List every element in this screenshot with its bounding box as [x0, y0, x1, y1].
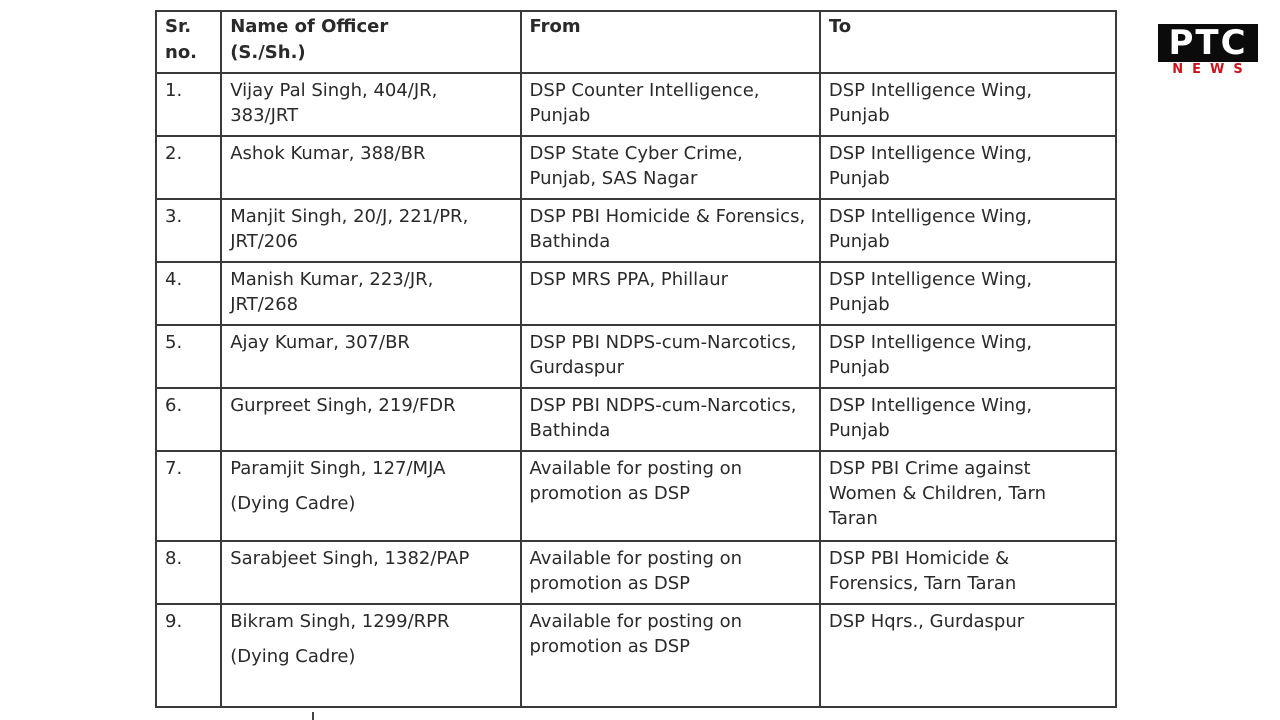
- cell-from: [521, 541, 820, 604]
- table-row: [156, 73, 1116, 136]
- cell-officer-name-line: Ashok Kumar, 388/BR: [230, 143, 426, 164]
- cadre-note: (Dying Cadre): [230, 646, 356, 667]
- cell-sr: [156, 451, 221, 541]
- cell-from: [521, 73, 820, 136]
- cell-from-line: promotion as DSP: [529, 483, 690, 504]
- cell-to-line: Punjab: [828, 357, 890, 378]
- header-from: [521, 11, 820, 73]
- logo-news-text: NEWS: [1172, 62, 1252, 77]
- cell-officer-name: [221, 451, 520, 541]
- cell-to-line: DSP Intelligence Wing,: [828, 143, 1033, 164]
- cell-to: [820, 451, 1116, 541]
- cell-to: [820, 388, 1116, 451]
- cell-from-line: Available for posting on: [529, 548, 743, 569]
- cell-officer-name-line: Gurpreet Singh, 219/FDR: [230, 395, 456, 416]
- cell-from-line: Bathinda: [529, 420, 611, 441]
- posting-table: [155, 10, 1117, 708]
- header-sr-line: no.: [165, 42, 198, 63]
- table-row: [156, 388, 1116, 451]
- cell-to: [820, 199, 1116, 262]
- table-row: [156, 262, 1116, 325]
- header-name-line: (S./Sh.): [230, 42, 306, 63]
- header-from-line: From: [529, 16, 581, 37]
- cell-officer-name-line: 383/JRT: [230, 105, 299, 126]
- table-row: [156, 541, 1116, 604]
- cell-to-line: Punjab: [828, 105, 890, 126]
- cell-sr: [156, 388, 221, 451]
- table-body: [156, 73, 1116, 707]
- cell-to-line: Women & Children, Tarn: [828, 483, 1046, 504]
- cell-officer-name-line: Manish Kumar, 223/JR,: [230, 269, 434, 290]
- cell-to-line: Punjab: [828, 420, 890, 441]
- cell-to: [820, 262, 1116, 325]
- cell-from-line: promotion as DSP: [529, 636, 690, 657]
- cell-officer-name-line: Vijay Pal Singh, 404/JR,: [230, 80, 438, 101]
- header-to-line: To: [828, 16, 852, 37]
- header-name: [221, 11, 520, 73]
- cell-sr-text: 7.: [165, 458, 183, 479]
- table-row: [156, 199, 1116, 262]
- cell-officer-name: [221, 388, 520, 451]
- cell-from: [521, 388, 820, 451]
- cell-from-line: DSP PBI Homicide & Forensics,: [529, 206, 806, 227]
- cell-to: [820, 604, 1116, 707]
- cell-to-line: DSP Intelligence Wing,: [828, 332, 1033, 353]
- cell-to-line: Punjab: [828, 168, 890, 189]
- cell-from: [521, 604, 820, 707]
- cell-from-line: DSP Counter Intelligence,: [529, 80, 760, 101]
- cell-sr-text: 1.: [165, 80, 183, 101]
- cell-to: [820, 325, 1116, 388]
- cell-officer-name-line: Bikram Singh, 1299/RPR: [230, 611, 450, 632]
- cell-officer-name-line: JRT/268: [230, 294, 299, 315]
- cell-sr: [156, 541, 221, 604]
- cell-sr-text: 9.: [165, 611, 183, 632]
- cell-to-line: Punjab: [828, 294, 890, 315]
- cell-from-line: Bathinda: [529, 231, 611, 252]
- cell-to-line: DSP PBI Homicide &: [828, 548, 1010, 569]
- cell-to-line: Taran: [828, 508, 878, 529]
- cell-from: [521, 262, 820, 325]
- cell-officer-name: [221, 73, 520, 136]
- logo-ptc-text: PTC: [1158, 24, 1258, 62]
- cell-officer-name-line: Sarabjeet Singh, 1382/PAP: [230, 548, 470, 569]
- cell-to-line: DSP Intelligence Wing,: [828, 395, 1033, 416]
- cell-sr: [156, 325, 221, 388]
- cell-officer-name: [221, 325, 520, 388]
- cell-from-line: DSP MRS PPA, Phillaur: [529, 269, 728, 290]
- cell-from-line: Available for posting on: [529, 611, 743, 632]
- table-header: [156, 11, 1116, 73]
- cell-sr-text: 2.: [165, 143, 183, 164]
- cell-from-line: DSP PBI NDPS-cum-Narcotics,: [529, 332, 797, 353]
- cell-to-line: DSP Hqrs., Gurdaspur: [828, 611, 1025, 632]
- cell-sr: [156, 199, 221, 262]
- cell-to-line: DSP Intelligence Wing,: [828, 269, 1033, 290]
- cell-from-line: Available for posting on: [529, 458, 743, 479]
- cell-sr-text: 5.: [165, 332, 183, 353]
- table-row: [156, 451, 1116, 541]
- header-sr: [156, 11, 221, 73]
- cell-from: [521, 451, 820, 541]
- cell-officer-name-line: Manjit Singh, 20/J, 221/PR,: [230, 206, 469, 227]
- cell-to-line: DSP Intelligence Wing,: [828, 206, 1033, 227]
- cell-officer-name: [221, 541, 520, 604]
- cell-sr: [156, 73, 221, 136]
- cell-sr-text: 4.: [165, 269, 183, 290]
- page-mark: [312, 712, 314, 720]
- cell-to-line: Punjab: [828, 231, 890, 252]
- cell-from-line: DSP State Cyber Crime,: [529, 143, 743, 164]
- cell-to: [820, 136, 1116, 199]
- cell-to-line: DSP Intelligence Wing,: [828, 80, 1033, 101]
- cell-sr: [156, 136, 221, 199]
- cell-to-line: DSP PBI Crime against: [828, 458, 1031, 479]
- header-to: [820, 11, 1116, 73]
- cell-officer-name: [221, 604, 520, 707]
- cell-sr-text: 8.: [165, 548, 183, 569]
- cell-officer-name-line: Paramjit Singh, 127/MJA: [230, 458, 446, 479]
- cell-sr: [156, 604, 221, 707]
- ptc-news-logo: [1158, 24, 1258, 80]
- cell-officer-name-line: JRT/206: [230, 231, 299, 252]
- cell-officer-name: [221, 136, 520, 199]
- table-row: [156, 325, 1116, 388]
- table-row: [156, 604, 1116, 707]
- cell-from-line: DSP PBI NDPS-cum-Narcotics,: [529, 395, 797, 416]
- header-row: [156, 11, 1116, 73]
- header-sr-line: Sr.: [165, 16, 192, 37]
- cell-to: [820, 541, 1116, 604]
- cell-from-line: Gurdaspur: [529, 357, 625, 378]
- cell-from-line: Punjab: [529, 105, 591, 126]
- table-row: [156, 136, 1116, 199]
- cell-sr-text: 6.: [165, 395, 183, 416]
- cell-from: [521, 325, 820, 388]
- header-name-line: Name of Officer: [230, 16, 389, 37]
- cell-sr: [156, 262, 221, 325]
- cell-sr-text: 3.: [165, 206, 183, 227]
- cell-to-line: Forensics, Tarn Taran: [828, 573, 1017, 594]
- cell-from-line: promotion as DSP: [529, 573, 690, 594]
- cell-officer-name: [221, 262, 520, 325]
- cell-from: [521, 199, 820, 262]
- cell-from-line: Punjab, SAS Nagar: [529, 168, 698, 189]
- cell-officer-name-line: Ajay Kumar, 307/BR: [230, 332, 410, 353]
- cell-from: [521, 136, 820, 199]
- cadre-note: (Dying Cadre): [230, 493, 356, 514]
- cell-to: [820, 73, 1116, 136]
- cell-officer-name: [221, 199, 520, 262]
